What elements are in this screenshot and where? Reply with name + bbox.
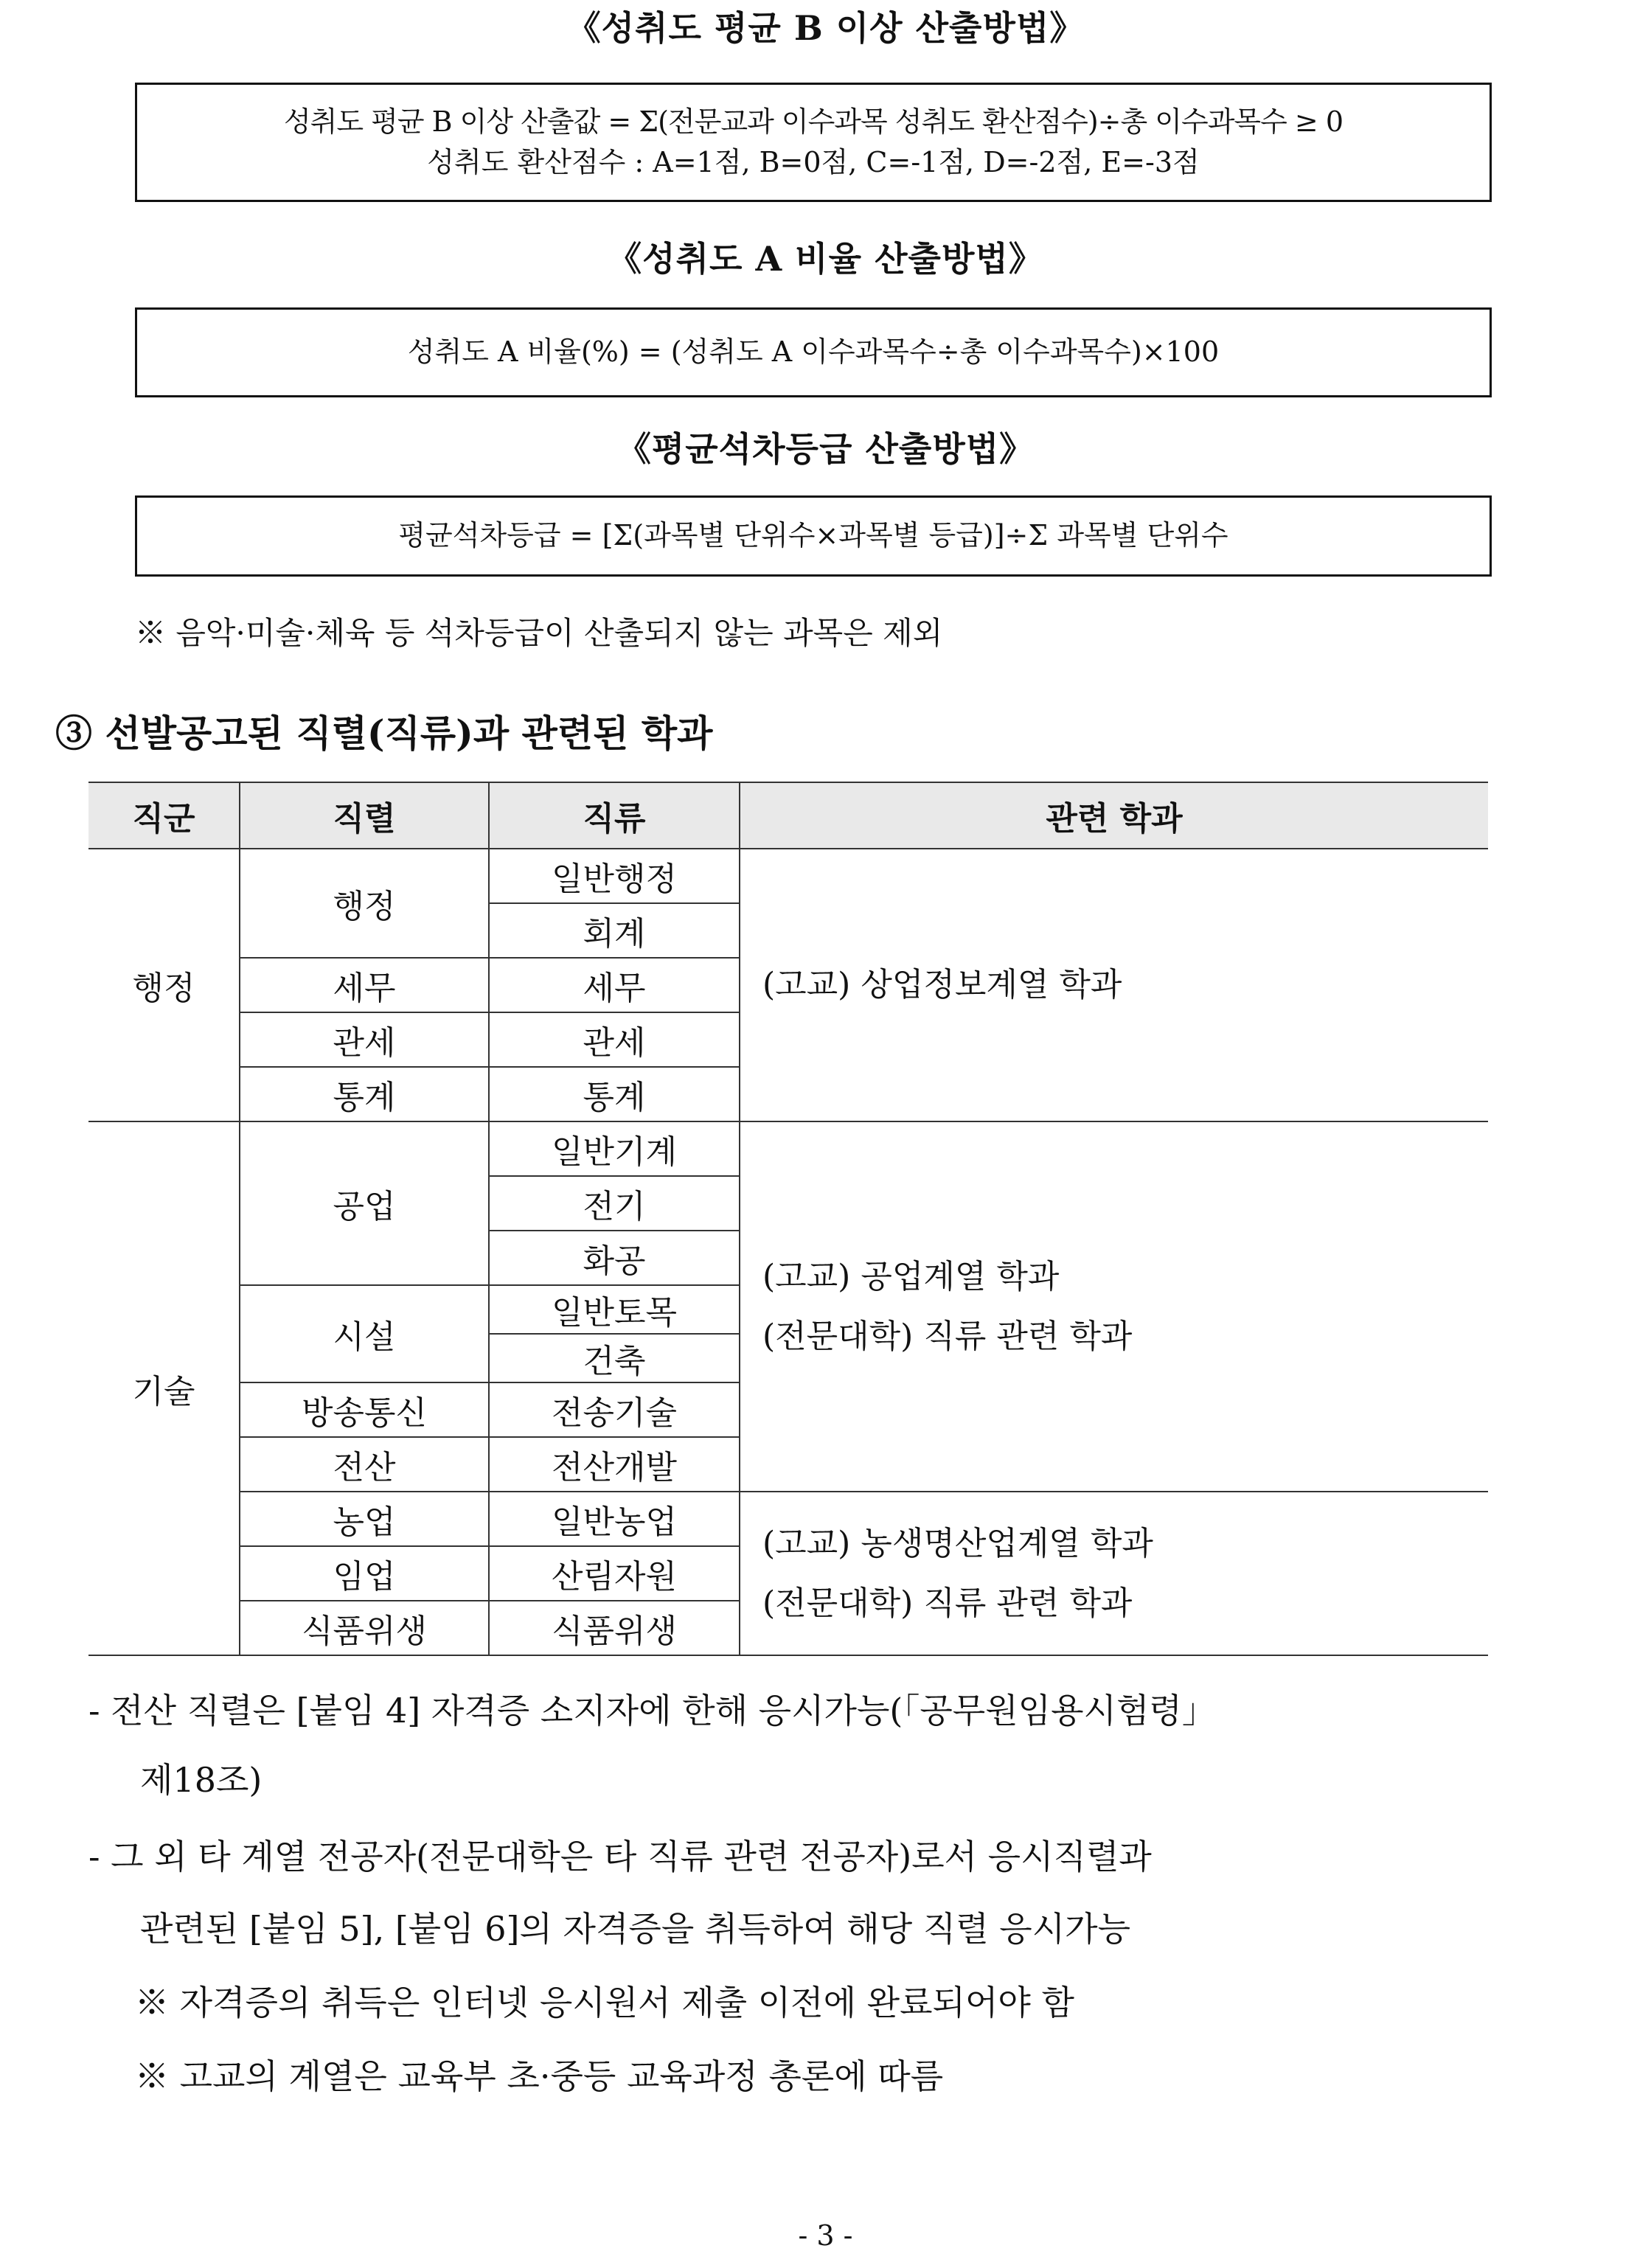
avg-grade-note: ※ 음악·미술·체육 등 석차등급이 산출되지 않는 과목은 제외 [135,615,943,651]
a-ratio-formula: 성취도 A 비율(%) = (성취도 A 이수과목수÷총 이수과목수)×100 [407,335,1220,369]
related-tech-industry-line2: (전문대학) 직류 관련 학과 [762,1318,1133,1355]
series-forestry: 임업 [240,1546,489,1601]
related-admin: (고교) 상업정보계열 학과 [740,849,1488,1121]
series-broadcast: 방송통신 [240,1382,489,1437]
series-customs: 관세 [240,1012,489,1067]
class-architecture: 건축 [489,1334,740,1382]
footnote-other-line2: 관련된 [붙임 5], [붙임 6]의 자격증을 취득하여 해당 직렬 응시가능 [140,1909,1131,1949]
series-food: 식품위생 [240,1601,489,1655]
related-tech-industry [740,1121,1488,1492]
avg-grade-formula-box [135,495,1492,577]
header-class: 직류 [489,782,740,849]
footnote-note-hs: ※ 고교의 계열은 교육부 초·중등 교육과정 총론에 따름 [135,2056,944,2096]
b-method-title: 《성취도 평균 B 이상 산출방법》 [566,8,1085,48]
related-tech-agri-line1: (고교) 농생명산업계열 학과 [762,1524,1153,1562]
a-ratio-title: 《성취도 A 비율 산출방법》 [608,239,1043,279]
a-ratio-formula-box [135,307,1492,397]
related-tech-industry-line1: (고교) 공업계열 학과 [762,1257,1060,1295]
class-customs: 관세 [489,1012,740,1067]
class-general-agri: 일반농업 [489,1492,740,1546]
class-general-civil: 일반토목 [489,1285,740,1334]
section-3-title: ③ 선발공고된 직렬(직류)과 관련된 학과 [55,712,713,755]
b-method-formula-box [135,83,1492,202]
class-forest-resources: 산림자원 [489,1546,740,1601]
group-admin: 행정 [88,849,240,1121]
class-chemical: 화공 [489,1231,740,1285]
class-computing-dev: 전산개발 [489,1437,740,1492]
class-stats: 통계 [489,1067,740,1121]
series-facility: 시설 [240,1285,489,1382]
class-electric: 전기 [489,1176,740,1231]
series-agriculture: 농업 [240,1492,489,1546]
footnote-computing-line2: 제18조) [140,1760,263,1800]
header-related: 관련 학과 [740,782,1488,849]
related-department-table [88,782,1488,1656]
series-computing: 전산 [240,1437,489,1492]
header-group: 직군 [88,782,240,849]
class-tax: 세무 [489,958,740,1012]
related-tech-agri-line2: (전문대학) 직류 관련 학과 [762,1585,1133,1622]
group-tech: 기술 [88,1121,240,1655]
footnote-computing-line1: - 전산 직렬은 [붙임 4] 자격증 소지자에 한해 응시가능(「공무원임용시험령」 [88,1691,1216,1730]
class-general-admin: 일반행정 [489,849,740,903]
related-tech-agri [740,1492,1488,1655]
page-number: - 3 - [798,2219,853,2252]
footnote-note-cert: ※ 자격증의 취득은 인터넷 응시원서 제출 이전에 완료되어야 함 [135,1983,1074,2022]
series-admin: 행정 [240,849,489,958]
avg-grade-title: 《평균석차등급 산출방법》 [616,429,1035,469]
header-series: 직렬 [240,782,489,849]
b-method-formula: 성취도 평균 B 이상 산출값 = Σ(전문교과 이수과목 성취도 환산점수)÷총 이수과목수 ≥ 0 [283,105,1344,138]
class-accounting: 회계 [489,903,740,958]
series-stats: 통계 [240,1067,489,1121]
class-transmission: 전송기술 [489,1382,740,1437]
series-tax: 세무 [240,958,489,1012]
series-industry: 공업 [240,1121,489,1285]
class-general-machine: 일반기계 [489,1121,740,1176]
b-method-conversion: 성취도 환산점수 : A=1점, B=0점, C=-1점, D=-2점, E=-3점 [427,146,1200,178]
footnote-other-line1: - 그 외 타 계열 전공자(전문대학은 타 직류 관련 전공자)로서 응시직렬과 [88,1837,1152,1876]
avg-grade-formula: 평균석차등급 = [Σ(과목별 단위수×과목별 등급)]÷Σ 과목별 단위수 [398,519,1228,552]
class-food-hygiene: 식품위생 [489,1601,740,1655]
